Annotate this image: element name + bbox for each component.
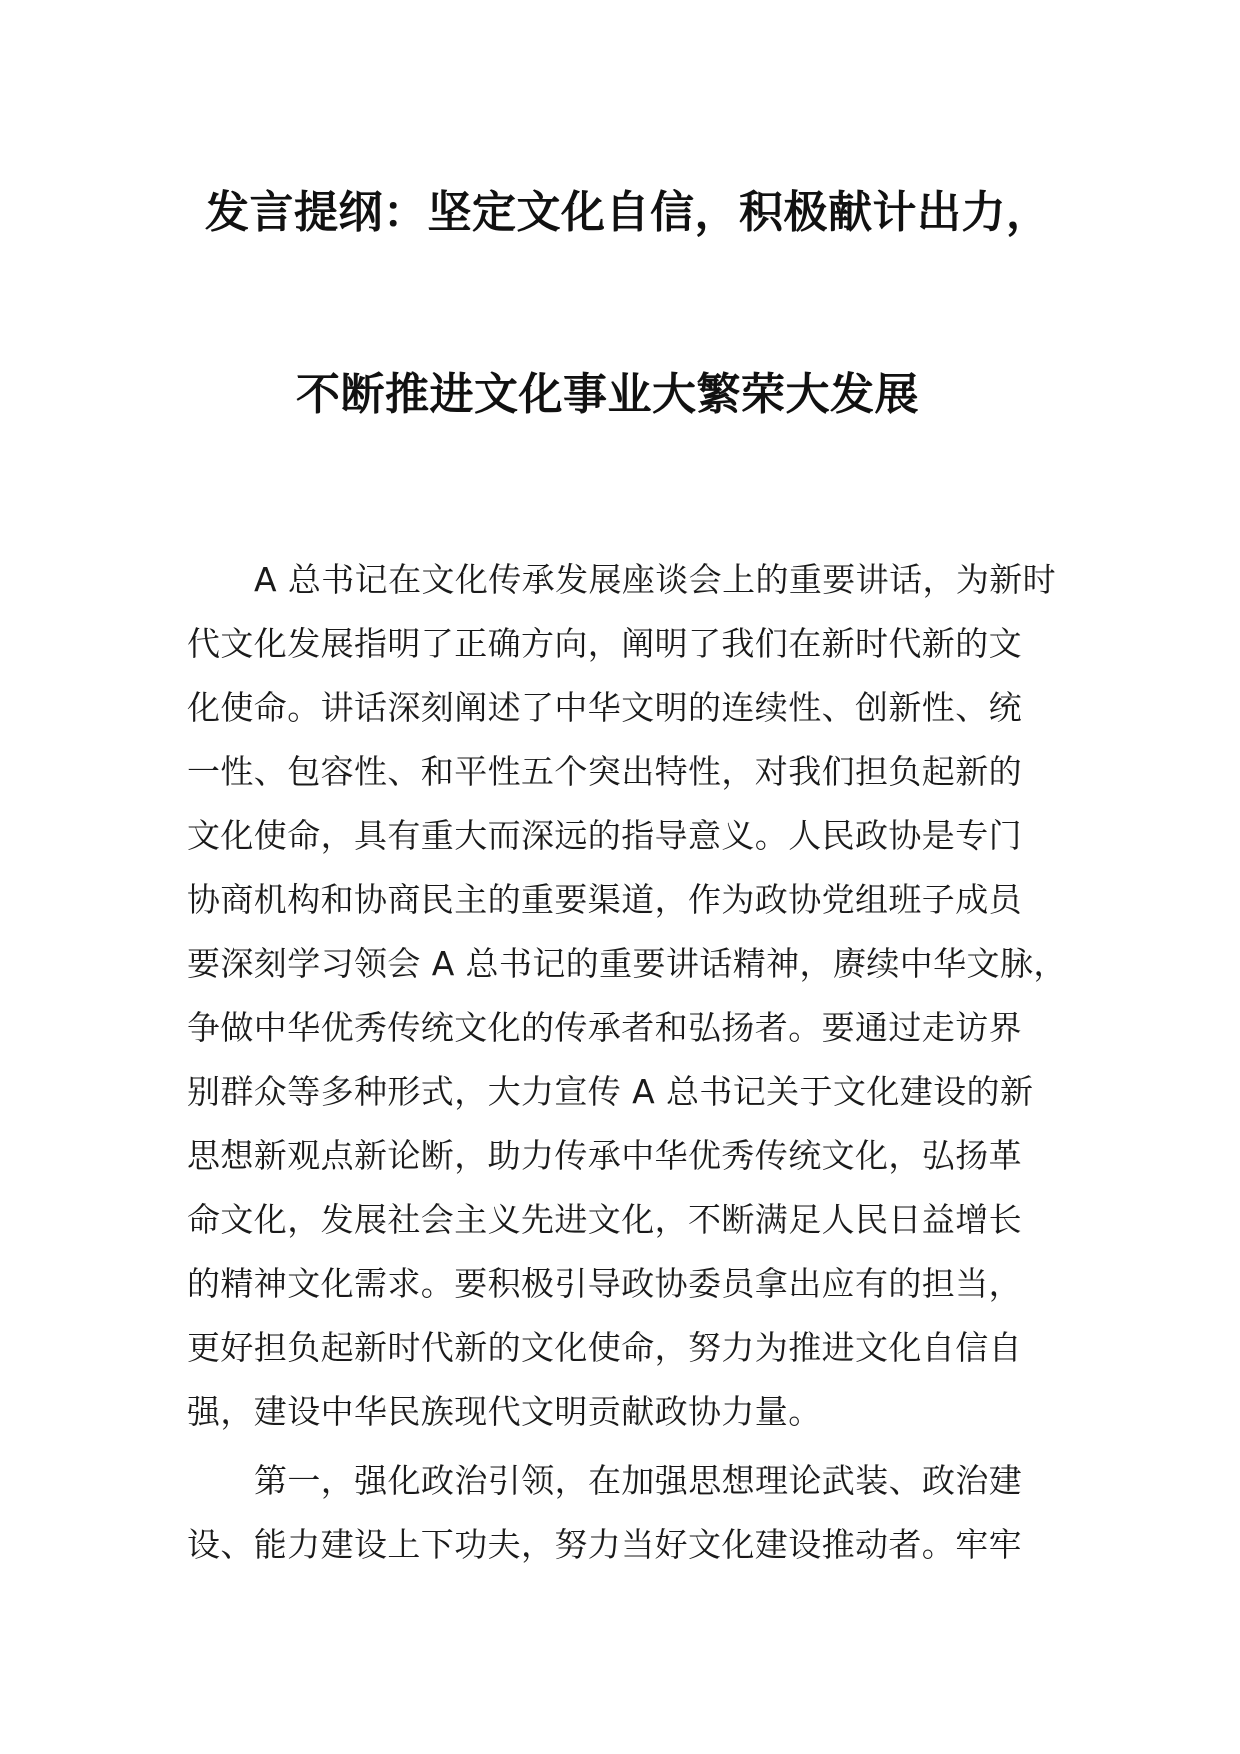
body-text-line: 别群众等多种形式，大力宣传 A 总书记关于文化建设的新 bbox=[187, 1072, 1034, 1111]
body-text-line: A 总书记在文化传承发展座谈会上的重要讲话，为新时 bbox=[254, 560, 1057, 599]
body-text-line: 更好担负起新时代新的文化使命，努力为推进文化自信自 bbox=[187, 1328, 1022, 1367]
document-title-line-2: 不断推进文化事业大繁荣大发展 bbox=[296, 369, 919, 420]
body-text-line: 命文化，发展社会主义先进文化，不断满足人民日益增长 bbox=[187, 1200, 1022, 1239]
body-text-line: 文化使命，具有重大而深远的指导意义。人民政协是专门 bbox=[187, 816, 1022, 855]
body-text-line: 思想新观点新论断，助力传承中华优秀传统文化，弘扬革 bbox=[187, 1136, 1022, 1175]
body-text-line: 的精神文化需求。要积极引导政协委员拿出应有的担当， bbox=[187, 1264, 1022, 1303]
body-text-line: 设、能力建设上下功夫，努力当好文化建设推动者。牢牢 bbox=[187, 1525, 1022, 1564]
body-text-line: 第一，强化政治引领，在加强思想理论武装、政治建 bbox=[254, 1461, 1023, 1500]
body-text-line: 强，建设中华民族现代文明贡献政协力量。 bbox=[187, 1392, 822, 1431]
body-text-line: 化使命。讲话深刻阐述了中华文明的连续性、创新性、统 bbox=[187, 688, 1022, 727]
body-text-line: 协商机构和协商民主的重要渠道，作为政协党组班子成员 bbox=[187, 880, 1022, 919]
body-text-line: 代文化发展指明了正确方向，阐明了我们在新时代新的文 bbox=[187, 624, 1022, 663]
document-title-line-1: 发言提纲：坚定文化自信，积极献计出力， bbox=[205, 187, 1051, 238]
body-text-line: 一性、包容性、和平性五个突出特性，对我们担负起新的 bbox=[187, 752, 1022, 791]
body-text-line: 要深刻学习领会 A 总书记的重要讲话精神，赓续中华文脉， bbox=[187, 944, 1067, 983]
body-text-line: 争做中华优秀传统文化的传承者和弘扬者。要通过走访界 bbox=[187, 1008, 1022, 1047]
